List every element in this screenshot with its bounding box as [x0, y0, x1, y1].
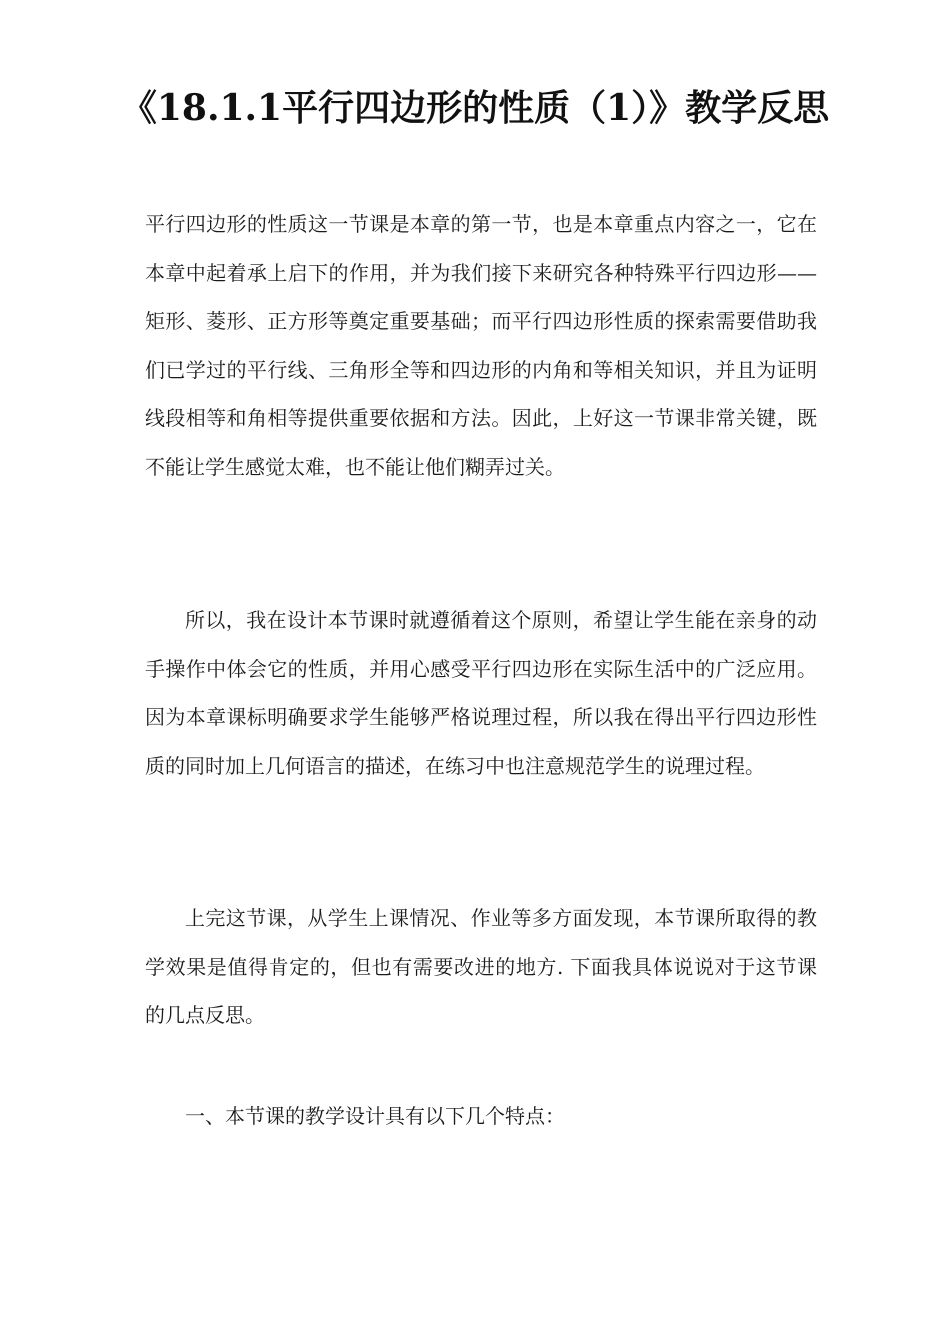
section-heading-features: 一、本节课的教学设计具有以下几个特点： — [185, 1104, 565, 1128]
document-title: 《18.1.1平行四边形的性质（1）》教学反思 — [120, 87, 830, 129]
paragraph-intro: 平行四边形的性质这一节课是本章的第一节，也是本章重点内容之一，它在本章中起着承上启下的作用，并为我们接下来研究各种特殊平行四边形——矩形、菱形、正方形等奠定重要基础；而平行四边形性质的探索需要借助我们已学过的平行线、三角形全等和四边形的内角和等相关知识，并且为证明线段相等和角相等提供重要依据和方法。因此，上好这一节课非常关键，既不能让学生感觉太难，也不能让他们糊弄过关。 — [145, 212, 817, 479]
paragraph-design-principle: 所以，我在设计本节课时就遵循着这个原则，希望让学生能在亲身的动手操作中体会它的性质，并用心感受平行四边形在实际生活中的广泛应用。因为本章课标明确要求学生能够严格说理过程，所以我在得出平行四边形性质的同时加上几何语言的描述，在练习中也注意规范学生的说理过程。 — [145, 608, 817, 778]
paragraph-reflection-summary: 上完这节课，从学生上课情况、作业等多方面发现，本节课所取得的教学效果是值得肯定的，但也有需要改进的地方. 下面我具体说说对于这节课的几点反思。 — [145, 906, 817, 1028]
